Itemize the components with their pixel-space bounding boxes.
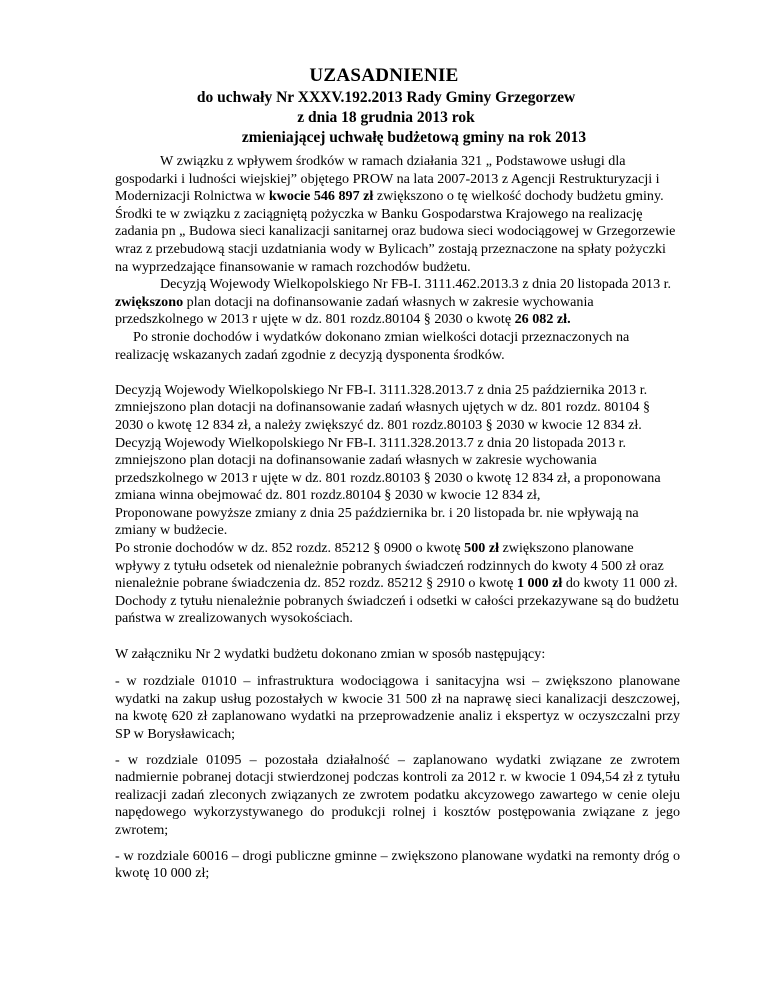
paragraph-attachment-2-intro: W załączniku Nr 2 wydatki budżetu dokonano zmian w sposób następujący: [115, 645, 546, 662]
paragraph-decision-november: Decyzją Wojewody Wielkopolskiego Nr FB-I. 3111.328.2013.7 z dnia 20 listopada 2013 r. zmniejszono plan dotacji na dofinansowanie zadań własnych w zakresie wychowania przedszkolnego w 2013 r ujęte w dz. 801 rozdz.80103 § 2030 o kwotę 12 834 zł, a proponowana zmiana winna obejmować dz. 801 rozdz.80104 § 2030 w kwocie 12 834 zł, [115, 434, 661, 504]
bold-word: zwiększono [115, 293, 184, 310]
bold-amount: 26 082 zł. [514, 311, 571, 328]
text-run: W związku z wpływem środków w ramach działania 321 „ Podstawowe usługi dla gospodarki i ludności wiejskiej” objętego PROW na lata 2007-2013 z Agencji Restrukturyzacji i Modernizacji Rolnictwa w [115, 153, 660, 205]
paragraph-proposed-changes: Proponowane powyższe zmiany z dnia 25 października br. i 20 listopada br. nie wpływają na zmiany w budżecie. [115, 504, 639, 539]
spacer [115, 628, 680, 646]
spacer [115, 364, 680, 382]
text-run: do kwoty 11 000 zł. [562, 575, 678, 592]
paragraph-decision-increase [115, 276, 680, 329]
text-run: Po stronie dochodów w dz. 852 rozdz. 85212 § 0900 o kwotę [115, 540, 465, 557]
list-item: - w rozdziale 60016 – drogi publiczne gminne – zwiększono planowane wydatki na remonty dróg o kwotę 10 000 zł; [115, 847, 680, 882]
bold-amount: 1 000 zł [516, 575, 563, 592]
paragraph-prow-funds [115, 153, 680, 276]
list-item: - w rozdziale 01010 – infrastruktura wodociągowa i sanitacyjna wsi – zwiększono planowane wydatki na zakup usług pozostałych w kwocie 31 500 zł na naprawę sieci kanalizacji deszczowej, na kwotę 620 zł zaplanowano wydatki na przeprowadzenie analiz i ekspertyz w oczyszczalni przy SP w Borysławicach; [115, 673, 680, 742]
bold-amount: 500 zł [464, 540, 500, 557]
bold-amount: kwocie 546 897 zł [268, 188, 374, 205]
paragraph-decision-october: Decyzją Wojewody Wielkopolskiego Nr FB-I. 3111.328.2013.7 z dnia 25 października 2013 r. zmniejszono plan dotacji na dofinansowanie zadań własnych ujętych w dz. 801 rozdz. 80104 § 2030 o kwotę 12 834 zł, a należy zwiększyć dz. 801 rozdz.80103 § 2030 w kwocie 12 834 zł. [115, 381, 651, 433]
text-run: plan dotacji na dofinansowanie zadań własnych w zakresie wychowania przedszkolnego w 2013 r ujęte w dz. 801 rozdz.80104 § 2030 o kwotę [115, 293, 594, 328]
resolution-reference: do uchwały Nr XXXV.192.2013 Rady Gminy Grzegorzew [196, 89, 576, 106]
document-header [0, 64, 768, 148]
document-body [115, 153, 680, 891]
expense-changes-list [115, 673, 680, 883]
text-run: zwiększono planowane wpływy z tytułu odsetek od nienależnie pobranych świadczeń rodzinnych do kwoty 4 500 zł oraz nienależnie pobrane świadczenia dz. 852 rozdz. 85212 § 2910 o kwotę [115, 540, 664, 592]
document-title: UZASADNIENIE [309, 65, 459, 86]
resolution-subject: zmieniającej uchwałę budżetową gminy na rok 2013 [241, 129, 587, 146]
list-item: - w rozdziale 01095 – pozostała działalność – zaplanowano wydatki związane ze zwrotem nadmiernie pobranej dotacji stwierdzonej podczas kontroli za 2012 r. w kwocie 1 094,54 zł z tytułu realizacji zadań zleconych związanych ze zwrotem podatku akcyzowego zawartego w cenie oleju napędowego wykorzystywanego do produkcji rolnej i kosztów postępowania związane z jego zwrotem; [115, 751, 680, 838]
paragraph-income-expense-changes: Po stronie dochodów i wydatków dokonano zmian wielkości dotacji przeznaczonych na realizację wskazanych zadań zgodnie z decyzją dysponenta środków. [115, 328, 630, 363]
paragraph-undue-benefits: Dochody z tytułu nienależnie pobranych świadczeń i odsetki w całości przekazywane są do budżetu państwa w zrealizowanych wysokościach. [115, 592, 679, 627]
text-run: zwiększono o tę wielkość dochody budżetu gminy. Środki te w związku z zaciągniętą pożyczka w Banku Gospodarstwa Krajowego na realizację zadania pn „ Budowa sieci kanalizacji sanitarnej oraz budowa sieci wodociągowej w Grzegorzewie wraz z przebudową stacji uzdatniania wody w Bylicach” zostają przeznaczone na spłaty pożyczki na wyprzedzające finansowanie w ramach rozchodów budżetu. [115, 188, 676, 275]
resolution-date: z dnia 18 grudnia 2013 rok [297, 109, 475, 126]
paragraph-income-dz852 [115, 540, 680, 593]
text-run: Decyzją Wojewody Wielkopolskiego Nr FB-I. 3111.462.2013.3 z dnia 20 listopada 2013 r. [160, 276, 672, 293]
